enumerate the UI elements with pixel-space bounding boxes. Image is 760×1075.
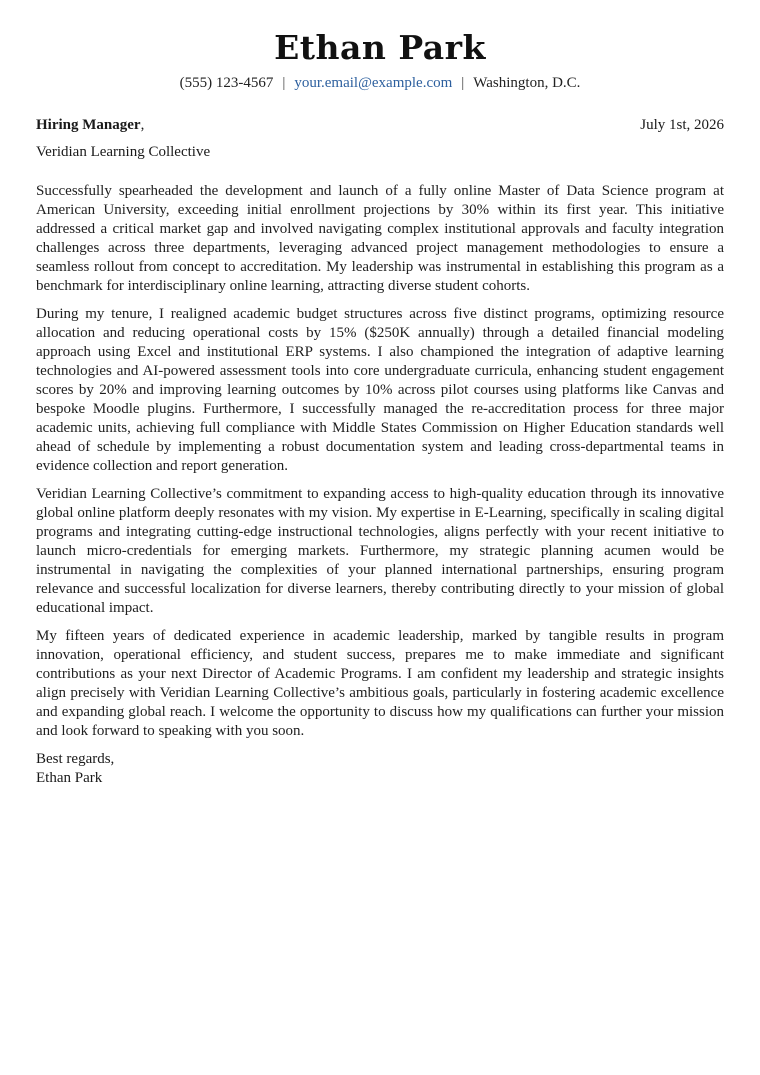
contact-line — [36, 74, 724, 92]
recipient: Hiring Manager — [36, 117, 141, 133]
location: Washington, D.C. — [473, 75, 581, 91]
email-link[interactable]: your.email@example.com — [294, 75, 453, 91]
recipient-punctuation: , — [140, 117, 145, 133]
greeting-row — [36, 116, 724, 134]
company-name: Veridian Learning Collective — [36, 144, 211, 160]
body-paragraph: My fifteen years of dedicated experience in academic leadership, marked by tangible results in program innovation, operational efficiency, and student success, prepares me to make immediate and significant contributions as your next Director of Academic Programs. I am confident my leadership and strategic insights align precisely with Veridian Learning Collective’s ambitious goals, particularly in fostering academic excellence and expanding global reach. I welcome the opportunity to discuss how my qualifications can further your mission and look forward to speaking with you soon. — [36, 628, 724, 739]
body-paragraph: During my tenure, I realigned academic budget structures across five distinct programs, optimizing resource allocation and reducing operational costs by 15% ($250K annually) through a detailed financial modeling approach using Excel and institutional ERP systems. I also championed the integration of adaptive learning technologies and AI-powered assessment tools into core undergraduate curricula, enhancing student engagement scores by 20% and improving learning outcomes by 10% across pilot courses using platforms like Canvas and bespoke Moodle plugins. Furthermore, I successfully managed the re-accreditation process for three major academic units, achieving full compliance with Middle States Commission on Higher Education standards well ahead of schedule by implementing a robust documentation system and leading cross-departmental teams in evidence collection and report generation. — [36, 306, 724, 474]
letter-date: July 1st, 2026 — [640, 117, 724, 133]
salutation-line — [36, 116, 144, 134]
signature-name: Ethan Park — [36, 770, 103, 786]
body-paragraph: Veridian Learning Collective’s commitment to expanding access to high-quality education through its innovative global online platform deeply resonates with my vision. My expertise in E-Learning, specifically in scaling digital programs and integrating cutting-edge instructional technologies, aligns perfectly with your recent initiative to launch micro-credentials for emerging markets. Furthermore, my strategic planning acumen would be instrumental in navigating the complexities of your planned international partnerships, ensuring program relevance and successful localization for diverse learners, thereby contributing directly to your mission of global educational impact. — [36, 486, 724, 616]
letter-body — [36, 182, 724, 741]
contact-separator: | — [282, 75, 286, 91]
closing-block — [36, 750, 724, 788]
applicant-name: Ethan Park — [274, 28, 486, 67]
closing-salutation: Best regards, — [36, 751, 115, 767]
phone-number: (555) 123-4567 — [179, 75, 274, 91]
contact-separator: | — [461, 75, 465, 91]
body-paragraph: Successfully spearheaded the development and launch of a fully online Master of Data Science program at American University, exceeding initial enrollment projections by 30% within its first year. This initiative addressed a critical market gap and involved navigating complex institutional approvals and faculty integration challenges across three departments, leveraging advanced project management methodologies to ensure a seamless rollout from concept to accreditation. My leadership was instrumental in establishing this program as a benchmark for interdisciplinary online learning, attracting diverse student cohorts. — [36, 183, 724, 294]
